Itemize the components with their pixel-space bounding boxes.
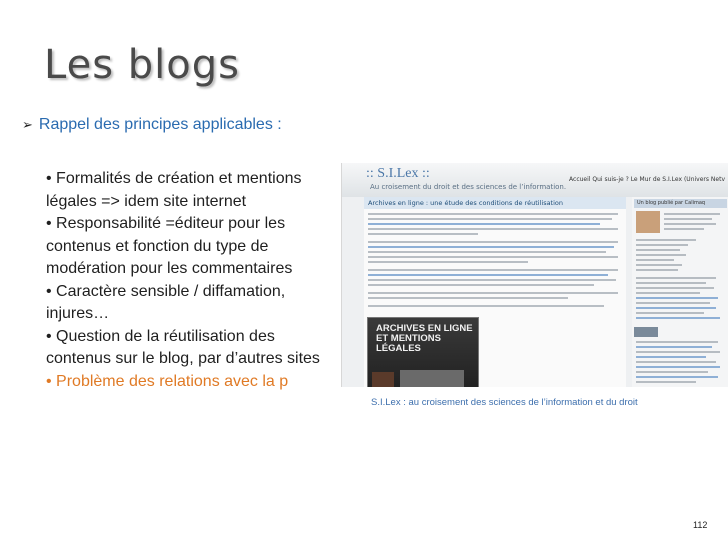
text-line xyxy=(368,218,612,220)
sidebar-badge xyxy=(634,327,658,337)
bullet-list xyxy=(46,168,328,393)
text-line xyxy=(368,233,478,235)
sidebar-line xyxy=(636,249,680,251)
bullet-item: • Caractère sensible / diffamation, injures… xyxy=(46,282,286,322)
bullet-item: • Formalités de création et mentions légales => idem site internet xyxy=(46,170,302,210)
sidebar-line xyxy=(636,317,720,319)
sidebar-line xyxy=(636,264,682,266)
sidebar-line xyxy=(636,287,714,289)
sidebar-line xyxy=(636,376,718,378)
text-line xyxy=(368,251,606,253)
text-line xyxy=(368,279,616,281)
subheading xyxy=(22,116,282,134)
blog-title: :: S.I.Lex :: xyxy=(366,166,430,181)
sidebar-line xyxy=(664,213,720,215)
arrow-bullet-icon: ➢ xyxy=(22,117,33,132)
text-line xyxy=(368,228,618,230)
sidebar-line xyxy=(636,297,718,299)
text-line xyxy=(368,269,618,271)
text-line xyxy=(368,305,604,307)
text-line xyxy=(368,213,618,215)
sidebar-line xyxy=(664,218,712,220)
sidebar-line xyxy=(636,312,704,314)
text-line xyxy=(368,261,528,263)
sidebar-line xyxy=(636,292,700,294)
sidebar-line xyxy=(636,307,716,309)
sidebar-line xyxy=(636,302,710,304)
sidebar-line xyxy=(636,341,718,343)
sidebar-line xyxy=(636,371,708,373)
sidebar-line xyxy=(636,254,686,256)
sidebar-line xyxy=(636,259,674,261)
embedded-slide-bar xyxy=(372,372,394,387)
post-title: Archives en ligne : une étude des conditions de réutilisation xyxy=(364,197,626,209)
sidebar-line xyxy=(636,277,716,279)
text-line xyxy=(368,241,618,243)
slide-title: Les blogs xyxy=(44,42,240,88)
blog-screenshot xyxy=(341,163,728,387)
bullet-item-highlighted: • Problème des relations avec la p xyxy=(46,372,289,390)
blog-post xyxy=(364,197,626,387)
sidebar-line xyxy=(636,356,706,358)
text-line xyxy=(368,223,600,225)
avatar xyxy=(636,211,660,233)
embedded-slide-title: ARCHIVES EN LIGNE ET MENTIONS LÉGALES xyxy=(376,323,473,354)
embedded-slide-image xyxy=(367,317,479,387)
sidebar-line xyxy=(664,223,716,225)
sidebar-line xyxy=(664,228,704,230)
text-line xyxy=(368,284,594,286)
bullet-item: • Question de la réutilisation des contenus sur le blog, par d’autres sites xyxy=(46,327,320,367)
sidebar-line xyxy=(636,346,712,348)
text-line xyxy=(368,297,568,299)
page-number: 112 xyxy=(693,520,708,530)
sidebar-line xyxy=(636,381,696,383)
text-line xyxy=(368,246,614,248)
sidebar-line xyxy=(636,351,720,353)
blog-nav: Accueil Qui suis-je ? Le Mur de S.I.Lex (Univers Netv xyxy=(569,176,725,183)
bullet-item: • Responsabilité =éditeur pour les contenus et fonction du type de modération pour les commentaires xyxy=(46,215,293,277)
text-line xyxy=(368,274,608,276)
text-line xyxy=(368,292,618,294)
sidebar-line xyxy=(636,244,688,246)
screenshot-caption: S.I.Lex : au croisement des sciences de l’information et du droit xyxy=(371,397,638,408)
sidebar-line xyxy=(636,282,706,284)
subheading-text: Rappel des principes applicables : xyxy=(38,116,282,133)
sidebar-line xyxy=(636,239,696,241)
sidebar-line xyxy=(636,269,678,271)
text-line xyxy=(368,256,618,258)
blog-header xyxy=(342,163,728,197)
sidebar-heading: Un blog publié par Calimaq xyxy=(634,199,727,208)
embedded-slide-picture xyxy=(400,370,464,387)
blog-sidebar xyxy=(632,197,728,387)
sidebar-line xyxy=(636,361,716,363)
sidebar-line xyxy=(636,366,720,368)
blog-subtitle: Au croisement du droit et des sciences de l’information. xyxy=(370,183,567,191)
